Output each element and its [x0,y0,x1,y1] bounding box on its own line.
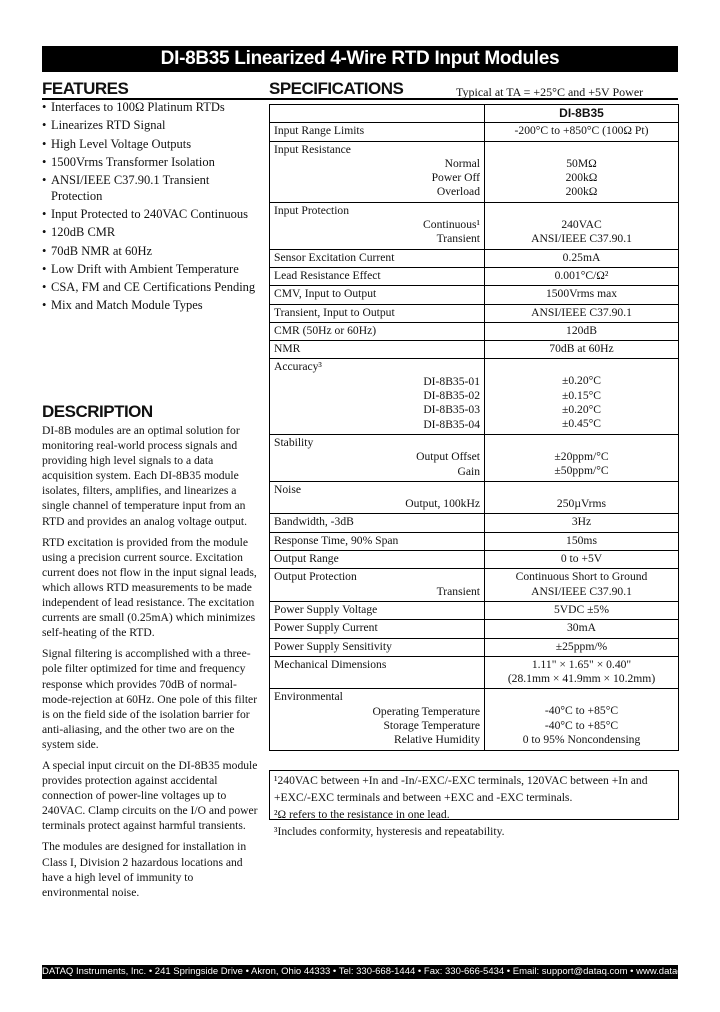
table-row [270,359,679,434]
table-row [270,202,679,249]
feature-item: • 120dB CMR [42,225,262,241]
feature-item: • High Level Voltage Outputs [42,137,262,153]
spec-label: Power Supply Sensitivity [270,638,485,656]
spec-value: 250µVrms [556,496,607,510]
spec-label: Noise [274,482,302,496]
typical-conditions: Typical at TA = +25°C and +5V Power [456,85,644,99]
feature-item: • ANSI/IEEE C37.90.1 Transient Protection [42,173,262,204]
table-row [270,434,679,481]
feature-item: • CSA, FM and CE Certifications Pending [42,280,262,296]
table-row [270,267,679,285]
spec-value: Continuous Short to Ground [515,570,648,584]
description-paragraph: Signal filtering is accomplished with a three-pole filter optimized for time and frequency response which provides 70dB of normal-mode-rejection at 60Hz. One pole of this filter is on the field side of the isolation barrier for anti-aliasing, and the other two are on the system side. [42,647,258,751]
spec-value: -40°C to +85°C [544,704,619,718]
footer-bar: DATAQ Instruments, Inc. • 241 Springside Drive • Akron, Ohio 44333 • Tel: 330-668-1444 • Fax: 330-666-5434 • Email: support@dataq.com • www.dataq.com [42,966,704,977]
spec-value: ±0.15°C [561,388,602,402]
spec-value: ±20ppm/°C [554,449,609,463]
table-row [270,341,679,359]
table-row [270,322,679,340]
spec-label: Input Protection [274,203,350,217]
spec-value: 200kΩ [565,185,598,199]
spec-value: 150ms [485,532,679,550]
feature-item: • Low Drift with Ambient Temperature [42,262,262,278]
spec-label: Accuracy³ [274,360,322,374]
spec-sublabel: Output Offset [416,450,480,464]
table-row [270,249,679,267]
feature-item: • Linearizes RTD Signal [42,118,262,134]
spec-label: Stability [274,435,314,449]
spec-label: Response Time, 90% Span [270,532,485,550]
description-heading: DESCRIPTION [42,402,153,421]
footnote: ³Includes conformity, hysteresis and repeatability. [274,825,505,838]
spec-value: -40°C to +85°C [544,718,619,732]
footnote: ¹240VAC between +In and -In/-EXC/-EXC terminals, 120VAC between +In and +EXC/-EXC terminals and between +EXC and -EXC terminals. [274,774,648,804]
spec-label: Input Range Limits [270,123,485,141]
spec-label: Bandwidth, -3dB [270,514,485,532]
specifications-table [269,104,679,751]
table-row [270,532,679,550]
spec-label: Mechanical Dimensions [270,656,485,689]
table-row [270,551,679,569]
description-paragraph: The modules are designed for installation in Class I, Division 2 hazardous locations and have a high level of immunity to environmental noise. [42,840,247,899]
model-header: DI-8B35 [485,105,679,123]
spec-value: 30mA [485,620,679,638]
page-title: DI-8B35 Linearized 4-Wire RTD Input Modules [42,46,678,72]
spec-sublabel: Power Off [431,171,480,185]
spec-value: 1500Vrms max [485,286,679,304]
spec-value: 1.11" × 1.65" × 0.40" [531,657,632,671]
spec-sublabel: Overload [436,185,480,199]
table-header-row [270,105,679,123]
table-row [270,123,679,141]
table-row [270,689,679,750]
spec-value: -200°C to +850°C (100Ω Pt) [485,123,679,141]
spec-label: Transient, Input to Output [270,304,485,322]
spec-label: Power Supply Current [270,620,485,638]
spec-sublabel: Transient [436,232,480,246]
spec-value: (28.1mm × 41.9mm × 10.2mm) [507,672,656,686]
features-heading: FEATURES [42,79,129,98]
spec-value: 240VAC [561,217,602,231]
spec-label: Power Supply Voltage [270,601,485,619]
spec-value: 3Hz [485,514,679,532]
spec-sublabel: DI-8B35-01 [423,374,480,388]
spec-label: CMR (50Hz or 60Hz) [270,322,485,340]
table-row [270,514,679,532]
spec-sublabel: Operating Temperature [372,704,480,718]
feature-item: • Interfaces to 100Ω Platinum RTDs [42,100,262,116]
spec-value: ANSI/IEEE C37.90.1 [531,232,632,246]
table-row [270,620,679,638]
spec-value: 0.001°C/Ω² [485,267,679,285]
spec-value: 0 to +5V [485,551,679,569]
spec-label: Input Resistance [274,142,351,156]
table-row [270,569,679,602]
spec-value: 0.25mA [485,249,679,267]
spec-sublabel: DI-8B35-04 [423,417,480,431]
table-row [270,481,679,514]
spec-label: Environmental [274,690,343,704]
spec-label: Output Protection [274,570,357,584]
features-list [42,100,262,317]
table-row [270,141,679,202]
table-row [270,304,679,322]
spec-value: 200kΩ [565,170,598,184]
spec-sublabel: DI-8B35-03 [423,403,480,417]
spec-value: 120dB [485,322,679,340]
spec-label: NMR [270,341,485,359]
spec-value: ±0.45°C [561,417,602,431]
specifications-heading: SPECIFICATIONS [269,79,404,98]
spec-label: Lead Resistance Effect [270,267,485,285]
footnote: ²Ω refers to the resistance in one lead. [274,808,450,821]
spec-label: Sensor Excitation Current [270,249,485,267]
spec-value: ±0.20°C [561,374,602,388]
description-body [42,423,258,906]
description-paragraph: DI-8B modules are an optimal solution for monitoring real-world process signals and providing high level signals to a data acquisition system. Each DI-8B35 module isolates, filters, amplifies, and linearizes a single channel of temperature input from an RTD and provides an analog voltage output. [42,424,248,528]
description-paragraph: A special input circuit on the DI-8B35 module provides protection against accidental connection of power-line voltages up to 240VAC. Clamp circuits on the I/O and power terminals protect against harmful transients. [42,758,258,833]
spec-value: ANSI/IEEE C37.90.1 [485,304,679,322]
feature-item: • 70dB NMR at 60Hz [42,244,262,260]
spec-value: ±50ppm/°C [554,464,609,478]
spec-label: Output Range [270,551,485,569]
spec-value: ±0.20°C [561,403,602,417]
spec-sublabel: Normal [444,156,480,170]
feature-item: • Mix and Match Module Types [42,298,262,314]
table-row [270,286,679,304]
spec-value: ANSI/IEEE C37.90.1 [531,584,632,598]
footnotes [269,770,679,838]
spec-sublabel: Relative Humidity [394,733,480,747]
description-paragraph: RTD excitation is provided from the module using a precision current source. Excitation current does not flow in the input signal leads, which allows RTD measurements to be made independent of lead resistance. The excitation currents are small (0.25mA) which minimizes self-heating of the RTD. [42,535,257,640]
feature-item: • Input Protected to 240VAC Continuous [42,207,262,223]
spec-value: 70dB at 60Hz [485,341,679,359]
spec-value: ±25ppm/% [485,638,679,656]
table-row [270,656,679,689]
spec-label: CMV, Input to Output [270,286,485,304]
spec-sublabel: Transient [436,584,480,598]
spec-sublabel: Output, 100kHz [405,497,480,511]
spec-sublabel: Continuous¹ [423,218,480,232]
feature-item: • 1500Vrms Transformer Isolation [42,155,262,171]
spec-sublabel: Storage Temperature [383,718,480,732]
spec-sublabel: Gain [457,464,480,478]
table-row [270,601,679,619]
spec-sublabel: DI-8B35-02 [423,389,480,403]
spec-value: 0 to 95% Noncondensing [522,732,641,746]
table-row [270,638,679,656]
spec-value: 5VDC ±5% [485,601,679,619]
spec-value: 50MΩ [566,156,597,170]
